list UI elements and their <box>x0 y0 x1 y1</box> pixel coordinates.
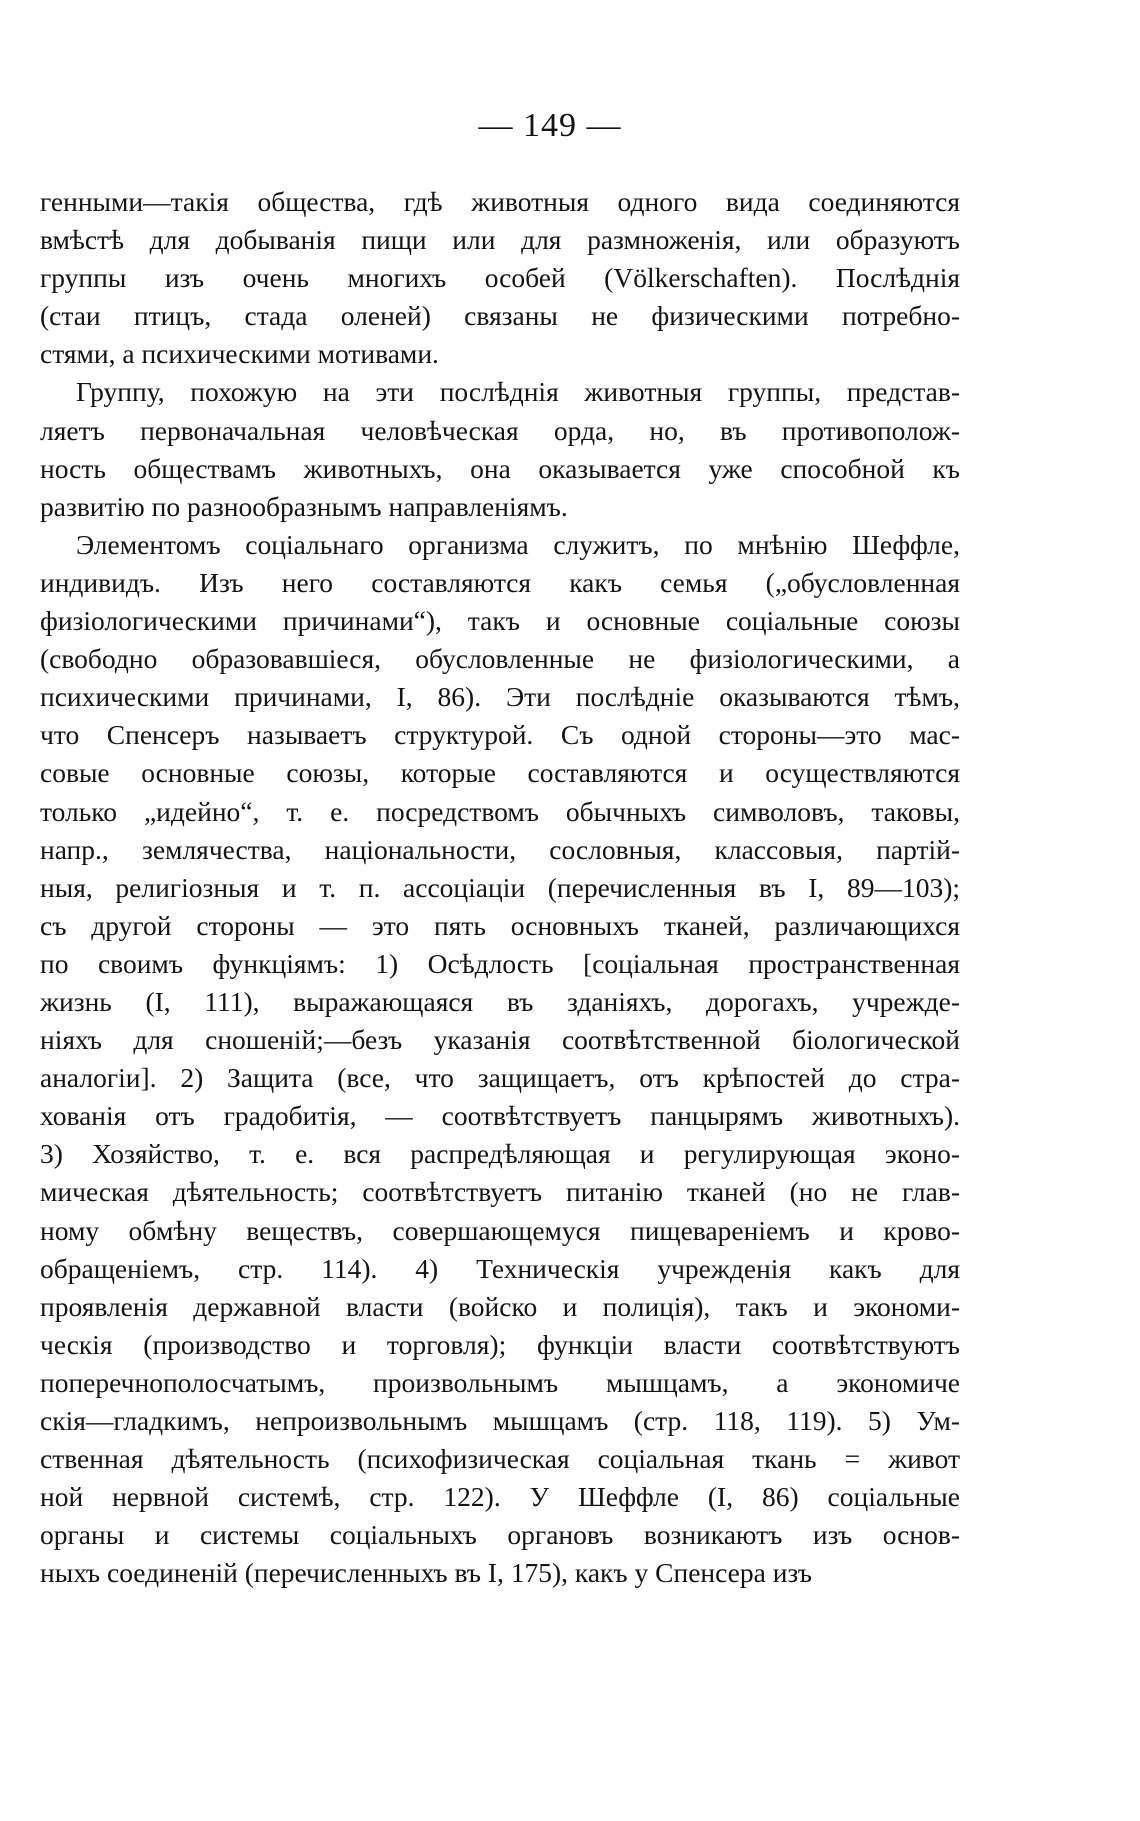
text-line: психическими причинами, I, 86). Эти послѣдніе оказываются тѣмъ, <box>40 681 960 713</box>
paragraph <box>40 526 960 1593</box>
page-number: — 149 — <box>478 107 622 144</box>
text-line: органы и системы соціальныхъ органовъ возникаютъ изъ основ- <box>40 1519 960 1551</box>
text-line: развитію по разнообразнымъ направленіямъ. <box>40 490 568 522</box>
text-line: поперечнополосчатымъ, произвольнымъ мышцамъ, а экономиче <box>40 1366 960 1398</box>
text-line: стями, а психическими мотивами. <box>40 338 439 370</box>
text-line: Группу, похожую на эти послѣднія животныя группы, представ- <box>76 376 960 408</box>
paragraph <box>40 373 960 525</box>
text-line: совые основные союзы, которые составляются и осуществляются <box>40 757 960 789</box>
text-line: ному обмѣну веществъ, совершающемуся пищевареніемъ и крово- <box>40 1214 960 1246</box>
text-line: (стаи птицъ, стада оленей) связаны не физическими потребно- <box>40 300 960 332</box>
text-line: ныхъ соединеній (перечисленныхъ въ I, 175), какъ у Спенсера изъ <box>40 1557 813 1589</box>
text-line: ность обществамъ животныхъ, она оказывается уже способной къ <box>40 452 960 484</box>
text-line: ляетъ первоначальная человѣческая орда, но, въ противополож- <box>40 414 960 446</box>
text-line: генными—такія общества, гдѣ животныя одного вида соединяются <box>40 186 960 217</box>
text-line: ческія (производство и торговля); функціи власти соотвѣтствуютъ <box>40 1328 960 1360</box>
text-line: жизнь (I, 111), выражающаяся въ зданіяхъ, дорогахъ, учрежде- <box>40 985 960 1017</box>
text-line: вмѣстѣ для добыванія пищи или для размноженія, или образуютъ <box>40 224 960 256</box>
paragraph <box>40 183 960 373</box>
text-line: съ другой стороны — это пять основныхъ тканей, различающихся <box>40 909 960 941</box>
body-text <box>40 183 960 1592</box>
text-line: только „идейно“, т. е. посредствомъ обычныхъ символовъ, таковы, <box>40 795 960 827</box>
text-line: индивидъ. Изъ него составляются какъ семья („обусловленная <box>40 566 960 598</box>
text-line: ственная дѣятельность (психофизическая соціальная ткань = живот <box>40 1443 960 1475</box>
text-line: аналогіи]. 2) Защита (все, что защищаетъ, отъ крѣпостей до стра- <box>40 1062 960 1094</box>
text-line: мическая дѣятельность; соотвѣтствуетъ питанію тканей (но не глав- <box>40 1176 960 1208</box>
text-line: 3) Хозяйство, т. е. вся распредѣляющая и регулирующая эконо- <box>40 1138 960 1170</box>
text-line: напр., землячества, національности, сословныя, классовыя, партій- <box>40 833 960 865</box>
text-line: по своимъ функціямъ: 1) Осѣдлость [соціальная пространственная <box>40 947 960 979</box>
text-line: группы изъ очень многихъ особей (Völkerschaften). Послѣднія <box>40 262 960 294</box>
text-line: обращеніемъ, стр. 114). 4) Техническія учрежденія какъ для <box>40 1252 960 1284</box>
text-line: физіологическими причинами“), такъ и основные соціальные союзы <box>40 605 960 637</box>
text-line: хованія отъ градобитія, — соотвѣтствуетъ панцырямъ животныхъ). <box>40 1100 960 1132</box>
text-line: (свободно образовавшіеся, обусловленные не физіологическими, а <box>40 643 960 675</box>
text-line: ніяхъ для сношеній;—безъ указанія соотвѣтственной біологической <box>40 1024 960 1056</box>
text-line: ной нервной системѣ, стр. 122). У Шеффле (I, 86) соціальные <box>40 1481 960 1513</box>
text-line: ныя, религіозныя и т. п. ассоціаціи (перечисленныя въ I, 89—103); <box>40 871 960 903</box>
text-line: что Спенсеръ называетъ структурой. Съ одной стороны—это мас- <box>40 719 960 751</box>
text-line: проявленія державной власти (войско и полиція), такъ и экономи- <box>40 1290 960 1322</box>
text-line: Элементомъ соціальнаго организма служитъ, по мнѣнію Шеффле, <box>76 528 960 560</box>
text-line: скія—гладкимъ, непроизвольнымъ мышцамъ (стр. 118, 119). 5) Ум- <box>40 1405 960 1436</box>
